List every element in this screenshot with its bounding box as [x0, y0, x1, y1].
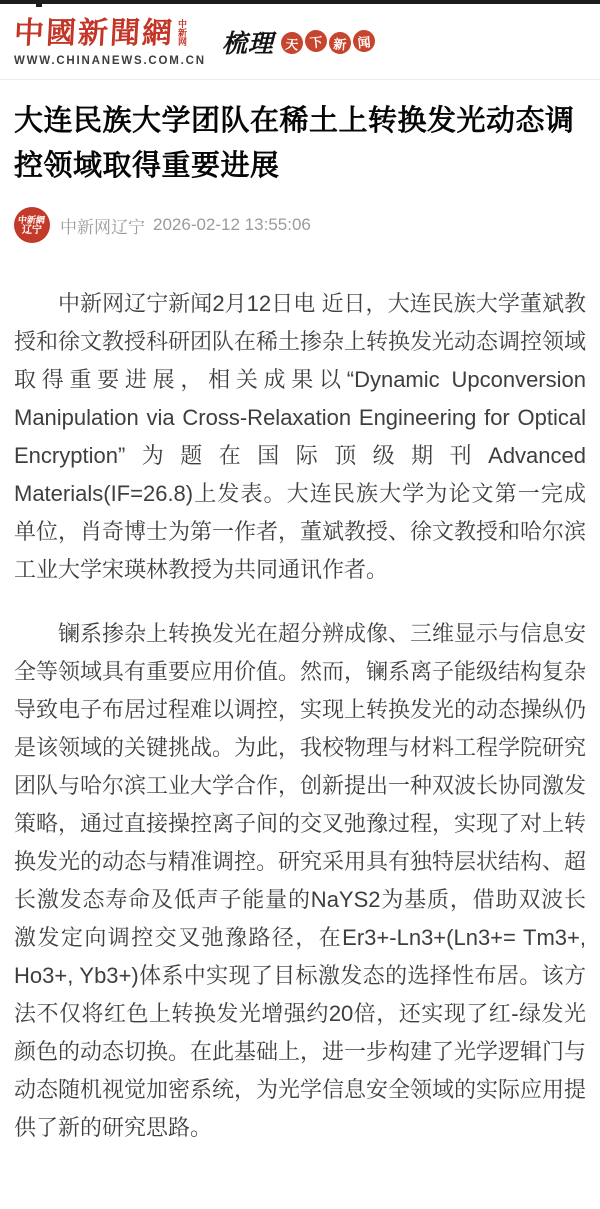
logo-calligraphy-text: 中國新聞網	[13, 17, 175, 50]
logo-side-char: 新	[178, 28, 188, 38]
avatar-text-bottom: 辽宁	[22, 224, 42, 236]
publish-timestamp: 2026-02-12 13:55:06	[153, 215, 311, 234]
article-meta	[14, 207, 586, 243]
article-paragraph: 中新网辽宁新闻2月12日电 近日，大连民族大学董斌教授和徐文教授科研团队在稀土掺杂上转换发光动态调控领域取得重要进展，相关成果以“Dynamic Upconversion Manipulation via Cross-Relaxation Engineering for Optical Encryption”为题在国际顶级期刊Advanced Materials(IF=26.8)上发表。大连民族大学为论文第一完成单位，肖奇博士为第一作者，董斌教授、徐文教授和哈尔滨工业大学宋瑛林教授为共同通讯作者。	[14, 291, 587, 582]
logo-row	[14, 18, 206, 50]
site-header	[0, 4, 600, 80]
site-logo[interactable]	[14, 18, 206, 67]
article-paragraph: 镧系掺杂上转换发光在超分辨成像、三维显示与信息安全等领域具有重要应用价值。然而，镧系离子能级结构复杂导致电子布居过程难以调控，实现上转换发光的动态操纵仍是该领域的关键挑战。为此，我校物理与材料工程学院研究团队与哈尔滨工业大学合作，创新提出一种双波长协同激发策略，通过直接操控离子间的交叉弛豫过程，实现了对上转换发光的动态与精准调控。研究采用具有独特层状结构、超长激发态寿命及低声子能量的NaYS2为基质，借助双波长激发定向调控交叉弛豫路径，在Er3+-Ln3+(Ln3+= Tm3+, Ho3+, Yb3+)体系中实现了目标激发态的选择性布居。该方法不仅将红色上转换发光增强约20倍，还实现了红-绿发光颜色的动态切换。在此基础上，进一步构建了光学逻辑门与动态随机视觉加密系统，为光学信息安全领域的实际应用提供了新的研究思路。	[14, 621, 587, 1140]
avatar-text-top: 中新網	[17, 214, 47, 225]
site-url: WWW.CHINANEWS.COM.CN	[14, 55, 206, 67]
logo-side-char: 网	[178, 37, 188, 47]
slogan-seal-icon: 闻	[352, 29, 376, 53]
article-title: 大连民族大学团队在稀土上转换发光动态调控领域取得重要进展	[14, 105, 575, 182]
source-name: 中新网辽宁	[60, 217, 145, 237]
source-avatar[interactable]	[14, 207, 50, 243]
top-edge-bar	[0, 0, 600, 4]
logo-side-text	[178, 20, 187, 47]
logo-side-char: 中	[178, 19, 188, 29]
top-edge-notch	[36, 4, 42, 7]
site-slogan	[222, 24, 375, 60]
slogan-seal-icon: 下	[304, 29, 328, 53]
slogan-seal-icon: 新	[328, 31, 352, 55]
slogan-seal-icon: 天	[280, 31, 304, 55]
slogan-text: 梳理	[221, 31, 274, 58]
article	[0, 99, 600, 1177]
